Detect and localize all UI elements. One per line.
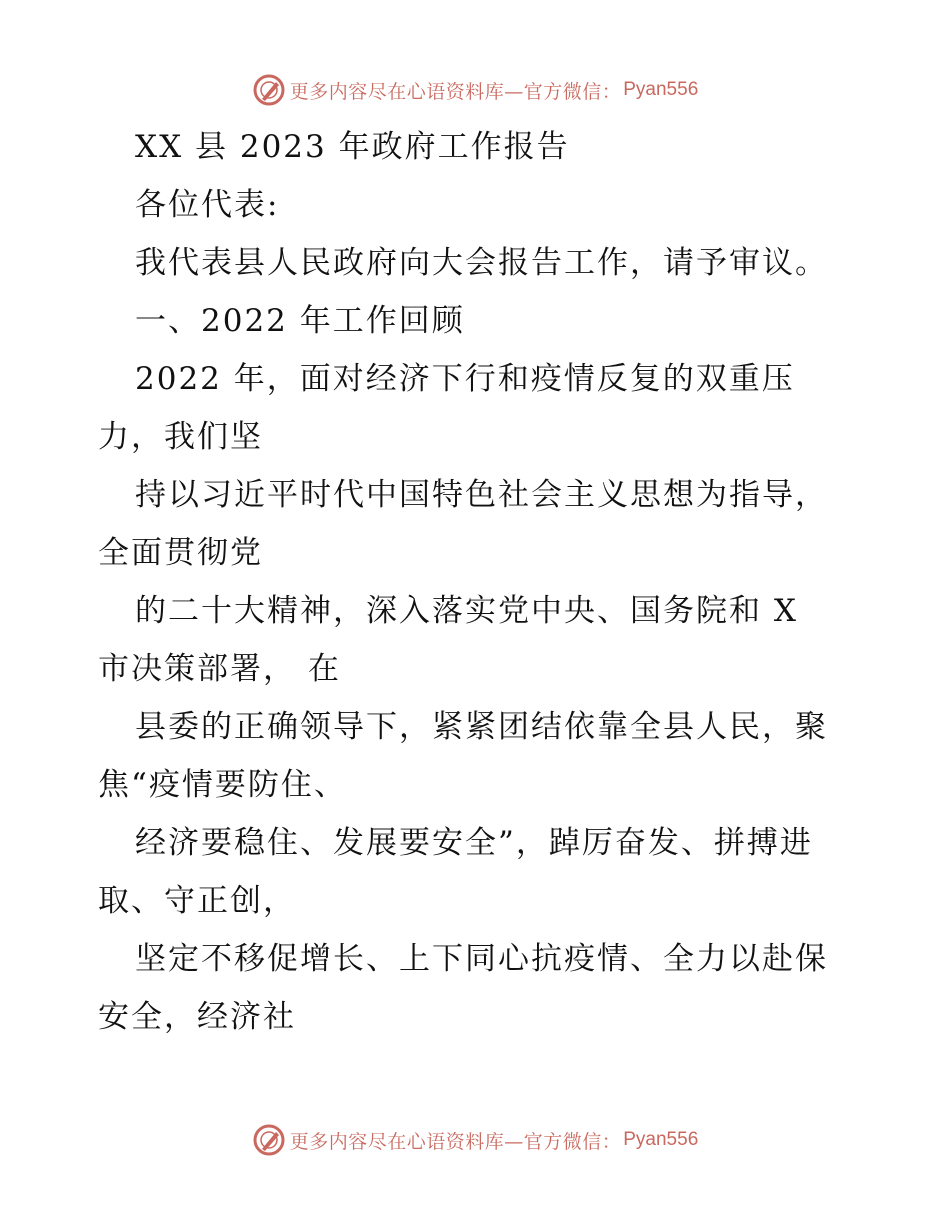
document-title: XX 县 2023 年政府工作报告 (135, 129, 570, 165)
body-line: 全面贯彻党 (98, 535, 263, 571)
watermark-id: Pyan556 (623, 1129, 699, 1150)
body-line: 力，我们坚 (98, 419, 263, 455)
header-watermark (0, 70, 950, 110)
watermark-id: Pyan556 (623, 79, 699, 100)
body-line: 坚定不移促增长、上下同心抗疫情、全力以赴保 (135, 941, 828, 977)
body-line: 经济要稳住、发展要安全”，踔厉奋发、拼搏进 (135, 825, 813, 861)
body-line: 焦“疫情要防住、 (98, 767, 347, 803)
body-line: 持以习近平时代中国特色社会主义思想为指导， (135, 477, 828, 513)
body-line: 取、守正创， (98, 883, 296, 919)
document-body (98, 118, 858, 1046)
pen-nib-logo-icon (252, 73, 286, 107)
body-line: 安全，经济社 (98, 999, 296, 1035)
body-line: 2022 年，面对经济下行和疫情反复的双重压 (135, 361, 795, 397)
body-line: 县委的正确领导下，紧紧团结依靠全县人民，聚 (135, 709, 828, 745)
section-heading: 一、2022 年工作回顾 (135, 303, 465, 339)
salutation: 各位代表: (135, 187, 280, 223)
body-line: 市决策部署， 在 (98, 651, 341, 687)
body-line: 我代表县人民政府向大会报告工作，请予审议。 (135, 245, 828, 281)
watermark-text: 更多内容尽在心语资料库—官方微信： (289, 80, 622, 103)
watermark-text: 更多内容尽在心语资料库—官方微信： (289, 1130, 622, 1153)
pen-nib-logo-icon (252, 1123, 286, 1157)
footer-watermark (0, 1120, 950, 1160)
body-line: 的二十大精神，深入落实党中央、国务院和 X (135, 593, 798, 629)
